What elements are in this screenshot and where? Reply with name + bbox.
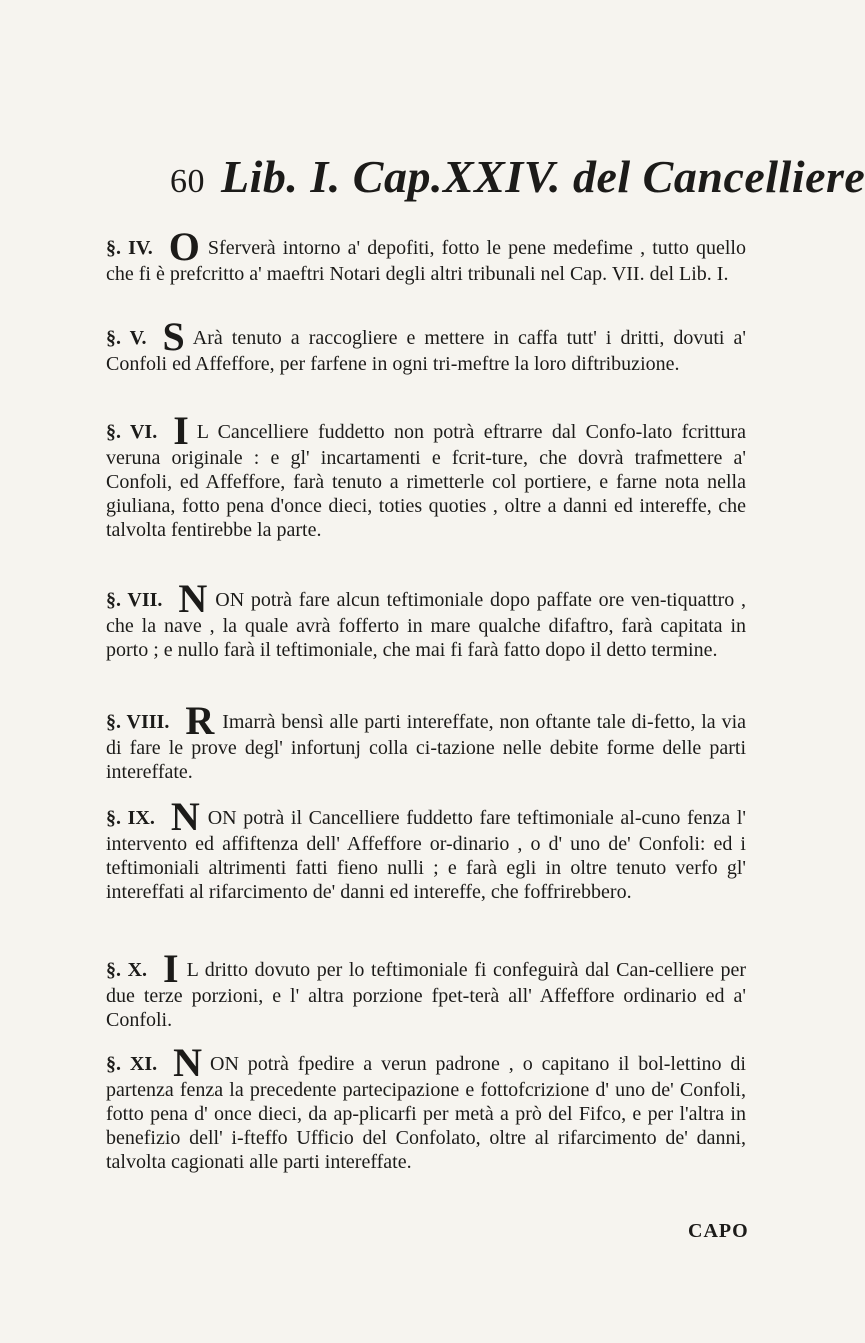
drop-cap: N [170,794,200,839]
section-number: §. IX. [106,807,155,829]
drop-cap: R [185,698,215,743]
section-number: §. V. [106,327,147,349]
running-title: Lib. I. Cap.XXIV. del Cancelliere [221,151,865,202]
section-text: Imarrà bensì alle parti intereffate, non oftante tale di-fetto, la via di fare le prove degl' infortunj colla ci-tazione nelle debite forme delle parti intereffate. [106,711,747,783]
drop-cap: N [178,576,208,621]
section-vii [106,576,746,662]
section-number: §. X. [106,959,148,981]
section-iv [106,224,746,286]
section-text: L Cancelliere fuddetto non potrà eftrarre dal Confo-lato fcrittura veruna originale : e gl' incartamenti e fcrit-ture, che dovrà trafmettere a' Confoli, ed Affeffore, farà tenuto a rimetterle col portiere, e farne nota nella giuliana, fotto pena d'once dieci, toties quoties , oltre a danni ed intereffe, che talvolta fentirebbe la parte. [106,421,746,541]
section-viii [106,698,747,784]
drop-cap: I [173,408,189,453]
section-text: Arà tenuto a raccogliere e mettere in caffa tutt' i dritti, dovuti a' Confoli ed Affeffore, per farfene in ogni tri-meftre la loro diftribuzione. [106,327,746,375]
section-text: ON potrà fpedire a verun padrone , o capitano il bol-lettino di partenza fenza la precedente partecipazione e fottofcrizione d' uno de' Confoli, fotto pena d' once dieci, da ap-plicarfi per metà a prò del Fifco, e per l'altra in benefizio dell' i-fteffo Ufficio del Confolato, oltre al rifarcimento de' danni, talvolta cagionati alle parti intereffate. [106,1053,746,1173]
section-text: L dritto dovuto per lo teftimoniale fi confeguirà dal Can-celliere per due terze porzioni, e l' altra porzione fpet-terà all' Affeffore ordinario ed a' Confoli. [106,959,747,1031]
section-number: §. XI. [106,1053,158,1075]
page-number: 60 [170,163,205,200]
section-x [106,946,747,1032]
drop-cap: O [168,224,200,269]
drop-cap: I [163,946,179,991]
section-number: §. VIII. [106,711,170,733]
section-text: ON potrà fare alcun teftimoniale dopo paffate ore ven-tiquattro , che la nave , la quale avrà fofferto in mare qualche difaftro, farà capitata in porto ; e nullo farà il teftimoniale, che mai fi farà fatto dopo il detto termine. [106,589,746,661]
section-text: Sferverà intorno a' depofiti, fotto le pene medefime , tutto quello che fi è prefcritto a' maeftri Notari degli altri tribunali nel Cap. VII. del Lib. I. [106,237,746,285]
drop-cap: N [173,1040,203,1085]
section-number: §. VII. [106,589,163,611]
section-v [106,314,746,376]
section-ix [106,794,746,904]
drop-cap: S [162,314,185,359]
section-number: §. VI. [106,421,158,443]
catchword: CAPO [688,1220,749,1242]
page-header [170,150,865,203]
section-number: §. IV. [106,237,153,259]
section-text: ON potrà il Cancelliere fuddetto fare teftimoniale al-cuno fenza l' intervento ed affiftenza dell' Affeffore or-dinario , o d' uno de' Confoli: ed i teftimoniali altrimenti fatti fieno nulli ; e farà egli in oltre tenuto verfo gl' intereffati al rifarcimento de' danni ed intereffe, che foffrirebbero. [106,807,746,903]
section-vi [106,408,746,542]
section-xi [106,1040,746,1174]
